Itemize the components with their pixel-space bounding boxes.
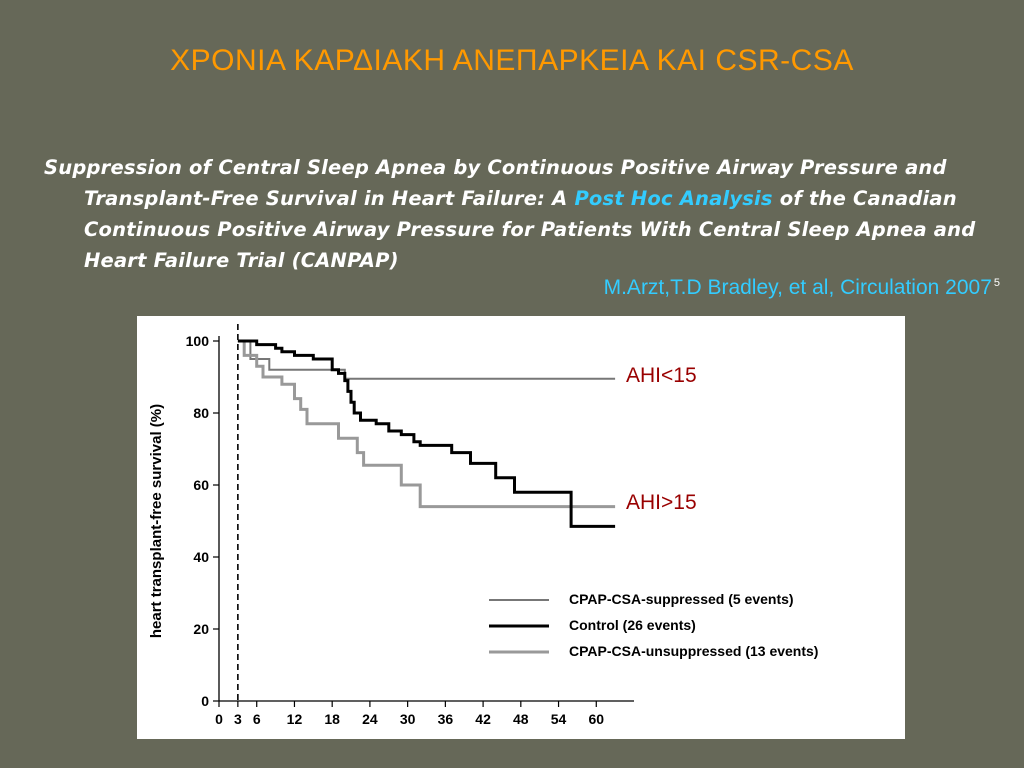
annotation-ahi-high: AHI>15 — [626, 491, 697, 514]
x-tick-label: 36 — [437, 711, 454, 727]
y-tick-label: 40 — [193, 549, 209, 565]
x-tick-label: 18 — [324, 711, 340, 727]
paper-title-highlight: Post Hoc Analysis — [574, 187, 773, 210]
paper-title-part2: of the Canadian Continuous Positive Airway Pressure for Patients With Central Sleep Apnea and Heart Failure Trial (CANPAP) — [84, 187, 976, 272]
x-tick-label: 3 — [233, 711, 242, 727]
x-tick-label: 24 — [362, 711, 378, 727]
paper-title — [44, 152, 1024, 276]
citation-text: M.Arzt,T.D Bradley, et al, Circulation 2007 — [603, 276, 992, 299]
series-line — [238, 341, 615, 379]
survival-chart — [137, 316, 905, 739]
x-tick-label: 12 — [286, 711, 303, 727]
citation — [604, 276, 1000, 300]
y-tick-label: 100 — [185, 333, 209, 349]
y-tick-label: 0 — [201, 693, 209, 709]
x-tick-label: 6 — [252, 711, 261, 727]
x-tick-label: 60 — [588, 711, 605, 727]
y-tick-label: 20 — [193, 621, 209, 637]
x-tick-label: 30 — [399, 711, 416, 727]
x-tick-label: 42 — [475, 711, 491, 727]
x-tick-label: 48 — [513, 711, 529, 727]
y-tick-label: 80 — [193, 405, 209, 421]
survival-figure — [137, 316, 905, 739]
paper-title-part1: Suppression of Central Sleep Apnea by Continuous Positive Airway Pressure and Transplant-Free Survival in Heart Failure: A — [44, 156, 947, 210]
y-tick-label: 60 — [193, 477, 209, 493]
citation-superscript: 5 — [993, 277, 1000, 289]
x-tick-label: 54 — [550, 711, 567, 727]
series-line — [238, 341, 615, 507]
legend-label: Control (26 events) — [569, 617, 696, 633]
legend-label: CPAP-CSA-suppressed (5 events) — [569, 591, 794, 607]
x-tick-label: 0 — [215, 711, 223, 727]
slide-title: ΧΡΟΝΙΑ ΚΑΡΔΙΑΚΗ ΑΝΕΠΑΡΚΕΙΑ ΚΑΙ CSR-CSA — [170, 44, 854, 77]
annotation-ahi-low: AHI<15 — [626, 364, 697, 387]
legend-label: CPAP-CSA-unsuppressed (13 events) — [569, 643, 819, 659]
y-axis-label: heart transplant-free survival (%) — [148, 403, 165, 639]
